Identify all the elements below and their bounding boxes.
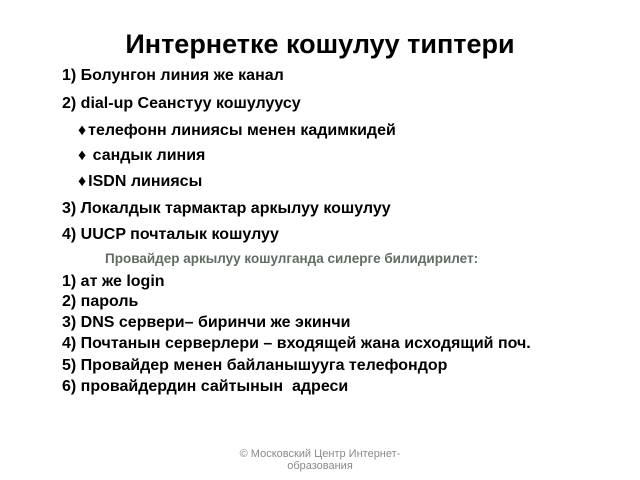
diamond-bullet-icon: ♦	[78, 173, 87, 190]
footer-copyright	[0, 448, 640, 472]
diamond-bullet-icon: ♦	[78, 147, 87, 164]
dialup-subitem-3	[78, 172, 202, 192]
dialup-subitem-3-text: ISDN линиясы	[88, 173, 203, 190]
provider-note: Провайдер аркылуу кошулганда силерге билидирилет:	[105, 251, 479, 266]
provided-item-4: 4) Почтанын серверлери – входящей жана исходящий поч.	[62, 335, 531, 352]
provided-item-6: 6) провайдердин сайтынын адреси	[62, 378, 349, 395]
dialup-subitem-1	[78, 121, 396, 141]
dialup-subitem-2-text: сандык линия	[88, 147, 206, 164]
connection-type-1: 1) Болунгон линия же канал	[62, 67, 284, 84]
provided-item-3: 3) DNS сервери– биринчи же экинчи	[62, 314, 351, 331]
footer-line-2: образования	[287, 460, 353, 472]
provided-item-2: 2) пароль	[62, 293, 139, 310]
dialup-subitem-2	[78, 146, 205, 166]
dialup-subitem-1-text: телефонн линиясы менен кадимкидей	[88, 122, 396, 139]
connection-type-2: 2) dial-up Сеанстуу кошулуусу	[62, 95, 301, 112]
provided-item-1: 1) ат же login	[62, 273, 165, 290]
connection-type-4: 4) UUCP почталык кошулуу	[62, 226, 279, 243]
connection-type-3: 3) Локалдык тармактар аркылуу кошулуу	[62, 200, 391, 217]
provided-item-5: 5) Провайдер менен байланышууга телефондор	[62, 357, 448, 374]
footer-line-1: © Московский Центр Интернет-	[239, 448, 401, 460]
diamond-bullet-icon: ♦	[78, 122, 87, 139]
page-title: Интернетке кошулуу типтери	[125, 29, 515, 59]
